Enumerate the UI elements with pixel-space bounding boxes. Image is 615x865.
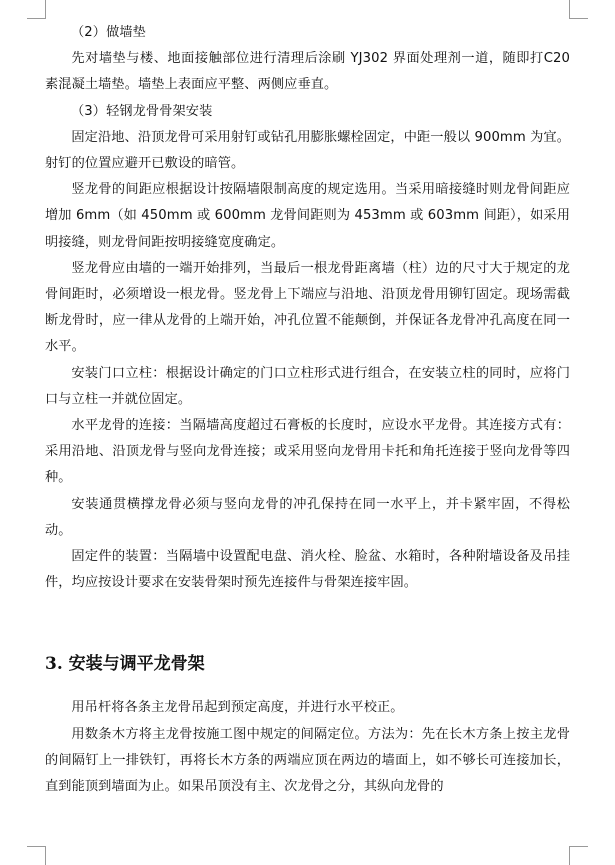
crop-mark-top-left (27, 0, 46, 19)
crop-mark-top-right (569, 0, 588, 19)
document-page (45, 20, 570, 800)
crop-mark-bottom-left (27, 846, 46, 865)
crop-mark-bottom-right (569, 846, 588, 865)
paragraph: 先对墙垫与楼、地面接触部位进行清理后涂刷 YJ302 界面处理剂一道，随即打C20 素混凝土墙垫。墙垫上表面应平整、两侧应垂直。 (45, 51, 570, 93)
paragraph: 用数条木方将主龙骨按施工图中规定的间隔定位。方法为：先在长木方条上按主龙骨的间隔钉上一排铁钉，再将长木方条的两端应顶在两边的墙面上，如不够长可连接加长，直到能顶到墙面为止。如果吊顶没有主、次龙骨之分，其纵向龙骨的 (45, 726, 570, 795)
paragraph: 用吊杆将各条主龙骨吊起到预定高度，并进行水平校正。 (71, 700, 404, 716)
subsection-3-title: （3）轻钢龙骨骨架安装 (71, 103, 213, 119)
section-3-heading: 3. 安装与调平龙骨架 (45, 654, 205, 675)
subsection-2-title: （2）做墙垫 (71, 25, 146, 40)
paragraph: 水平龙骨的连接：当隔墙高度超过石膏板的长度时，应设水平龙骨。其连接方式有：采用沿地、沿顶龙骨与竖向龙骨连接；或采用竖向龙骨用卡托和角托连接于竖向龙骨等四种。 (45, 418, 570, 486)
paragraph: 安装通贯横撑龙骨必须与竖向龙骨的冲孔保持在同一水平上，并卡紧牢固，不得松动。 (45, 496, 570, 538)
paragraph: 固定件的装置：当隔墙中设置配电盘、消火栓、脸盆、水箱时，各种附墙设备及吊挂件，均应按设计要求在安装骨架时预先连接件与骨架连接牢固。 (45, 549, 570, 591)
paragraph: 竖龙骨的间距应根据设计按隔墙限制高度的规定选用。当采用暗接缝时则龙骨间距应增加 6mm（如 450mm 或 600mm 龙骨间距则为 453mm 或 603mm 间距），如采用明接缝，则龙骨间距按明接缝宽度确定。 (45, 182, 570, 250)
paragraph: 安装门口立柱：根据设计确定的门口立柱形式进行组合，在安装立柱的同时，应将门口与立柱一并就位固定。 (45, 365, 570, 407)
paragraph: 固定沿地、沿顶龙骨可采用射钉或钻孔用膨胀螺栓固定，中距一般以 900mm 为宜。射钉的位置应避开已敷设的暗管。 (45, 129, 570, 172)
paragraph: 竖龙骨应由墙的一端开始排列，当最后一根龙骨距离墙（柱）边的尺寸大于规定的龙骨间距时，必须增设一根龙骨。竖龙骨上下端应与沿地、沿顶龙骨用铆钉固定。现场需截断龙骨时，应一律从龙骨的上端开始，冲孔位置不能颠倒，并保证各龙骨冲孔高度在同一水平。 (45, 260, 570, 355)
